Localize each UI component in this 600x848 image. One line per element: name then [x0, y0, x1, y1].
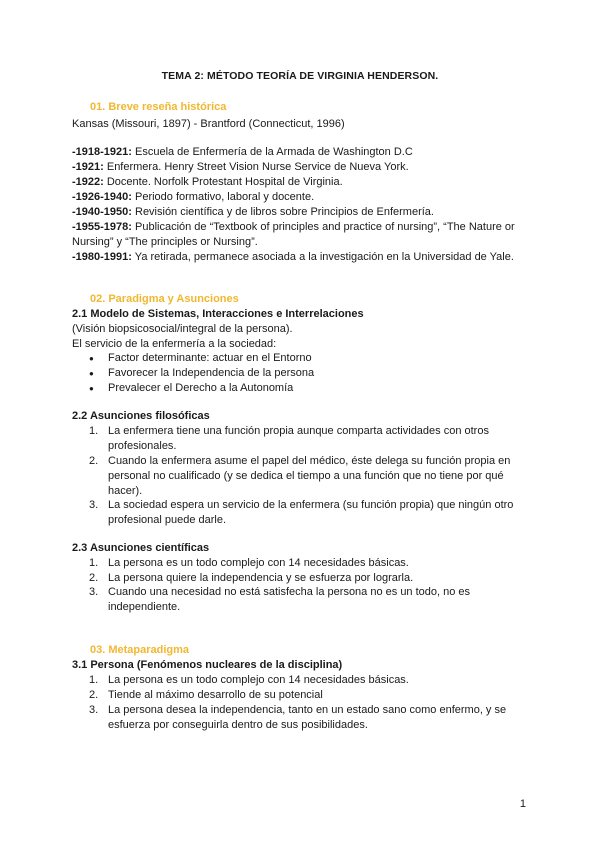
item-number: 2.: [89, 572, 99, 584]
item-number: 3.: [89, 704, 99, 716]
timeline-text: Enfermera. Henry Street Vision Nurse Service de Nueva York.: [103, 161, 409, 173]
timeline-item-continuation: [72, 235, 258, 250]
timeline-text: Escuela de Enfermería de la Armada de Washington D.C: [131, 146, 413, 158]
numbered-item: [89, 556, 409, 571]
numbered-item: [89, 673, 409, 688]
item-number: 1.: [89, 425, 99, 437]
timeline-years: -1922:: [72, 176, 104, 188]
numbered-item: [89, 703, 507, 718]
timeline-item: [72, 175, 343, 190]
numbered-item: [89, 424, 489, 439]
paragraph-line: (Visión biopsicosocial/integral de la persona).: [72, 323, 293, 335]
subsection-heading-3-1: 3.1 Persona (Fenómenos nucleares de la disciplina): [72, 659, 343, 671]
timeline-item: [72, 250, 514, 265]
bullet-item: ● Favorecer la Independencia de la persona: [108, 366, 314, 381]
section-heading-historia: 01. Breve reseña histórica: [90, 101, 227, 113]
numbered-item: [89, 688, 323, 703]
page-number: 1: [519, 798, 526, 810]
numbered-item: [89, 585, 471, 600]
subsection-heading-2-3: 2.3 Asunciones científicas: [72, 542, 210, 554]
timeline-years: -1918-1921:: [72, 146, 132, 158]
paragraph-line: El servicio de la enfermería a la sociedad:: [72, 338, 277, 350]
item-text: La persona quiere la independencia y se esfuerza por lograrla.: [108, 572, 414, 584]
timeline-years: -1926-1940:: [72, 191, 132, 203]
item-text: La persona desea la independencia, tanto en un estado sano como enfermo, y se: [108, 704, 507, 716]
document-title: TEMA 2: MÉTODO TEORÍA DE VIRGINIA HENDERSON.: [161, 70, 439, 82]
subsection-heading-2-2: 2.2 Asunciones filosóficas: [72, 410, 210, 422]
numbered-item: [89, 454, 511, 469]
timeline-text: Publicación de “Textbook of principles and practice of nursing”, “The Nature or: [131, 221, 515, 233]
bullet-item: ● Prevalecer el Derecho a la Autonomía: [108, 381, 293, 396]
timeline-text: Periodo formativo, laboral y docente.: [131, 191, 315, 203]
timeline-text: Ya retirada, permanece asociada a la investigación en la Universidad de Yale.: [131, 251, 514, 263]
timeline-years: -1980-1991:: [72, 251, 132, 263]
item-text: Cuando la enfermera asume el papel del médico, éste delega su función propia en: [108, 455, 511, 467]
timeline-item: [72, 160, 409, 175]
subsection-heading-2-1: 2.1 Modelo de Sistemas, Interacciones e Interrelaciones: [72, 308, 364, 320]
item-continuation: personal no cualificado (y se dedica el tiempo a una función que no tiene por qué: [108, 470, 504, 482]
timeline-text: Nursing” y “The principles or Nursing”.: [72, 236, 258, 248]
bullet-item: ● Factor determinante: actuar en el Entorno: [108, 351, 312, 366]
item-text: La sociedad espera un servicio de la enfermera (su función propia) que ningún otro: [108, 499, 514, 511]
item-number: 1.: [89, 674, 99, 686]
item-number: 3.: [89, 586, 99, 598]
numbered-item: [89, 571, 414, 586]
timeline-years: -1940-1950:: [72, 206, 132, 218]
timeline-text: Docente. Norfolk Protestant Hospital de Virginia.: [103, 176, 343, 188]
timeline-item: [72, 205, 434, 220]
item-continuation: independiente.: [108, 601, 181, 613]
item-number: 3.: [89, 499, 99, 511]
item-continuation: hacer).: [108, 485, 143, 497]
item-text: La enfermera tiene una función propia aunque comparta actividades con otros: [108, 425, 489, 437]
timeline-item: [72, 145, 413, 160]
section-heading-metaparadigma: 03. Metaparadigma: [90, 644, 190, 656]
item-number: 2.: [89, 455, 99, 467]
item-text: La persona es un todo complejo con 14 necesidades básicas.: [108, 674, 409, 686]
numbered-item: [89, 498, 514, 513]
timeline-years: -1921:: [72, 161, 104, 173]
item-continuation: esfuerza por conseguirla dentro de sus posibilidades.: [108, 719, 368, 731]
timeline-years: -1955-1978:: [72, 221, 132, 233]
birth-death-line: Kansas (Missouri, 1897) - Brantford (Connecticut, 1996): [72, 118, 345, 130]
item-text: Cuando una necesidad no está satisfecha la persona no es un todo, no es: [108, 586, 471, 598]
item-text: Tiende al máximo desarrollo de su potencial: [108, 689, 323, 701]
item-continuation: profesionales.: [108, 440, 177, 452]
item-text: La persona es un todo complejo con 14 necesidades básicas.: [108, 557, 409, 569]
item-number: 2.: [89, 689, 99, 701]
timeline-item: [72, 190, 314, 205]
item-number: 1.: [89, 557, 99, 569]
timeline-item: [72, 220, 515, 235]
timeline-text: Revisión científica y de libros sobre Principios de Enfermería.: [131, 206, 434, 218]
section-heading-paradigma: 02. Paradigma y Asunciones: [90, 293, 239, 305]
item-continuation: profesional puede darle.: [108, 514, 227, 526]
